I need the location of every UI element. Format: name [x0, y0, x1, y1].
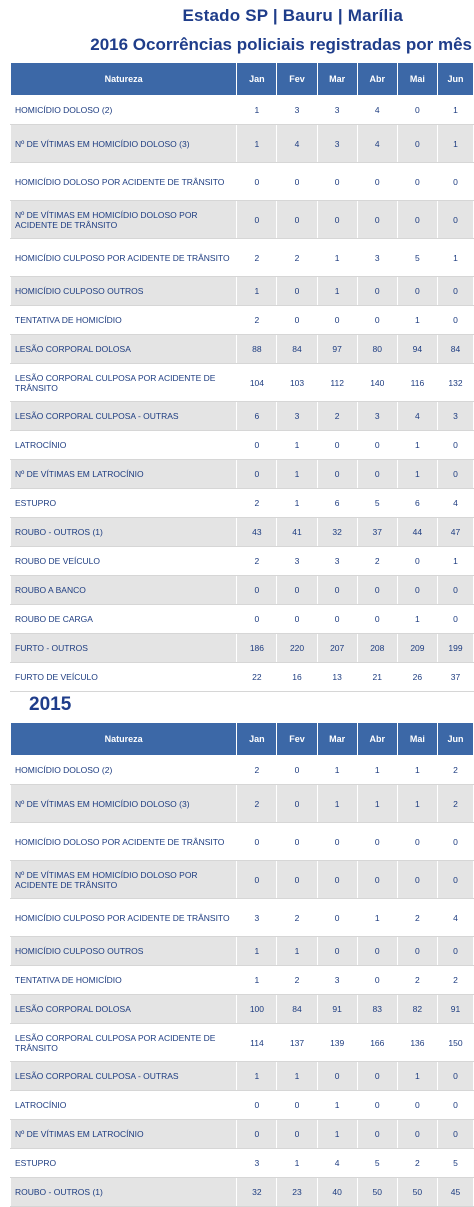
cell-value: 1: [397, 460, 437, 489]
cell-value: 32: [317, 518, 357, 547]
row-label: Nº DE VÍTIMAS EM HOMICÍDIO DOLOSO (3): [11, 785, 237, 823]
cell-value: 0: [237, 576, 277, 605]
cell-value: 3: [317, 547, 357, 576]
table-row: [11, 1120, 474, 1149]
cell-value: 0: [397, 576, 437, 605]
cell-value: 0: [437, 605, 473, 634]
column-header-mar: Mar: [317, 723, 357, 756]
cell-value: 1: [317, 785, 357, 823]
cell-value: 43: [237, 518, 277, 547]
row-label: LESÃO CORPORAL DOLOSA: [11, 335, 237, 364]
cell-value: 0: [397, 861, 437, 899]
cell-value: 2: [437, 756, 473, 785]
cell-value: 0: [357, 861, 397, 899]
cell-value: 0: [397, 163, 437, 201]
cell-value: 1: [277, 460, 317, 489]
cell-value: 0: [277, 785, 317, 823]
cell-value: 0: [437, 1091, 473, 1120]
cell-value: 41: [277, 518, 317, 547]
cell-value: 0: [437, 460, 473, 489]
cell-value: 0: [277, 277, 317, 306]
table-row: [11, 402, 474, 431]
table-row: [11, 547, 474, 576]
column-header-mai: Mai: [397, 723, 437, 756]
cell-value: 186: [237, 634, 277, 663]
table-row: [11, 277, 474, 306]
cell-value: 1: [397, 431, 437, 460]
cell-value: 1: [437, 96, 473, 125]
cell-value: 0: [237, 1120, 277, 1149]
column-header-mai: Mai: [397, 63, 437, 96]
cell-value: 0: [277, 605, 317, 634]
row-label: HOMICÍDIO CULPOSO OUTROS: [11, 277, 237, 306]
cell-value: 2: [237, 239, 277, 277]
cell-value: 3: [277, 402, 317, 431]
cell-value: 94: [397, 335, 437, 364]
table-row: [11, 431, 474, 460]
cell-value: 0: [357, 1062, 397, 1091]
cell-value: 5: [437, 1149, 473, 1178]
column-header-natureza: Natureza: [11, 63, 237, 96]
table-row: [11, 605, 474, 634]
crime-table-2015: [10, 722, 474, 1207]
cell-value: 0: [317, 163, 357, 201]
row-label: ROUBO DE VEÍCULO: [11, 547, 237, 576]
row-label: FURTO DE VEÍCULO: [11, 663, 237, 692]
cell-value: 0: [357, 431, 397, 460]
row-label: Nº DE VÍTIMAS EM HOMICÍDIO DOLOSO POR ACIDENTE DE TRÂNSITO: [11, 201, 237, 239]
table-row: [11, 576, 474, 605]
cell-value: 47: [437, 518, 473, 547]
cell-value: 91: [317, 995, 357, 1024]
row-label: HOMICÍDIO DOLOSO POR ACIDENTE DE TRÂNSITO: [11, 163, 237, 201]
cell-value: 0: [397, 125, 437, 163]
table-header-row: [11, 63, 474, 96]
cell-value: 0: [317, 605, 357, 634]
cell-value: 1: [437, 547, 473, 576]
cell-value: 3: [357, 402, 397, 431]
cell-value: 84: [277, 995, 317, 1024]
row-label: ROUBO A BANCO: [11, 576, 237, 605]
row-label: HOMICÍDIO DOLOSO POR ACIDENTE DE TRÂNSITO: [11, 823, 237, 861]
cell-value: 83: [357, 995, 397, 1024]
cell-value: 0: [317, 861, 357, 899]
cell-value: 0: [437, 576, 473, 605]
cell-value: 2: [277, 239, 317, 277]
cell-value: 2: [237, 756, 277, 785]
column-header-fev: Fev: [277, 63, 317, 96]
row-label: LESÃO CORPORAL CULPOSA POR ACIDENTE DE TRÂNSITO: [11, 1024, 237, 1062]
cell-value: 2: [237, 489, 277, 518]
cell-value: 1: [317, 1120, 357, 1149]
cell-value: 0: [317, 576, 357, 605]
cell-value: 0: [237, 1091, 277, 1120]
cell-value: 0: [357, 576, 397, 605]
cell-value: 0: [317, 431, 357, 460]
row-label: LESÃO CORPORAL CULPOSA - OUTRAS: [11, 1062, 237, 1091]
cell-value: 199: [437, 634, 473, 663]
cell-value: 0: [357, 460, 397, 489]
cell-value: 1: [237, 966, 277, 995]
cell-value: 0: [397, 1091, 437, 1120]
row-label: FURTO - OUTROS: [11, 634, 237, 663]
cell-value: 2: [277, 899, 317, 937]
cell-value: 1: [317, 277, 357, 306]
cell-value: 1: [357, 785, 397, 823]
cell-value: 0: [317, 201, 357, 239]
table-row: [11, 785, 474, 823]
row-label: ROUBO - OUTROS (1): [11, 518, 237, 547]
cell-value: 32: [237, 1178, 277, 1207]
cell-value: 112: [317, 364, 357, 402]
cell-value: 0: [397, 547, 437, 576]
cell-value: 116: [397, 364, 437, 402]
cell-value: 2: [277, 966, 317, 995]
cell-value: 3: [237, 899, 277, 937]
cell-value: 0: [357, 306, 397, 335]
table-row: [11, 823, 474, 861]
cell-value: 208: [357, 634, 397, 663]
cell-value: 3: [437, 402, 473, 431]
cell-value: 1: [397, 785, 437, 823]
cell-value: 16: [277, 663, 317, 692]
row-label: HOMICÍDIO DOLOSO (2): [11, 96, 237, 125]
cell-value: 207: [317, 634, 357, 663]
cell-value: 1: [317, 756, 357, 785]
cell-value: 3: [317, 96, 357, 125]
cell-value: 1: [277, 1062, 317, 1091]
cell-value: 0: [357, 163, 397, 201]
cell-value: 80: [357, 335, 397, 364]
cell-value: 1: [397, 1062, 437, 1091]
cell-value: 0: [437, 1120, 473, 1149]
cell-value: 4: [277, 125, 317, 163]
cell-value: 1: [397, 605, 437, 634]
cell-value: 0: [397, 201, 437, 239]
cell-value: 0: [437, 1062, 473, 1091]
cell-value: 104: [237, 364, 277, 402]
cell-value: 84: [277, 335, 317, 364]
cell-value: 0: [437, 163, 473, 201]
cell-value: 2: [237, 306, 277, 335]
cell-value: 209: [397, 634, 437, 663]
cell-value: 0: [277, 1120, 317, 1149]
table-row: [11, 966, 474, 995]
cell-value: 0: [317, 937, 357, 966]
cell-value: 137: [277, 1024, 317, 1062]
table-row: [11, 125, 474, 163]
cell-value: 100: [237, 995, 277, 1024]
cell-value: 0: [357, 937, 397, 966]
cell-value: 50: [357, 1178, 397, 1207]
cell-value: 0: [277, 823, 317, 861]
cell-value: 150: [437, 1024, 473, 1062]
cell-value: 1: [237, 937, 277, 966]
cell-value: 45: [437, 1178, 473, 1207]
cell-value: 2: [357, 547, 397, 576]
cell-value: 0: [237, 163, 277, 201]
cell-value: 1: [397, 306, 437, 335]
table-row: [11, 663, 474, 692]
cell-value: 2: [237, 547, 277, 576]
cell-value: 2: [397, 966, 437, 995]
cell-value: 0: [437, 306, 473, 335]
cell-value: 0: [237, 201, 277, 239]
cell-value: 37: [437, 663, 473, 692]
cell-value: 1: [237, 125, 277, 163]
cell-value: 0: [317, 823, 357, 861]
cell-value: 22: [237, 663, 277, 692]
row-label: ROUBO DE CARGA: [11, 605, 237, 634]
cell-value: 132: [437, 364, 473, 402]
cell-value: 0: [277, 861, 317, 899]
table-row: [11, 1024, 474, 1062]
cell-value: 3: [237, 1149, 277, 1178]
table-row: [11, 364, 474, 402]
row-label: TENTATIVA DE HOMICÍDIO: [11, 306, 237, 335]
table-header-row: [11, 723, 474, 756]
cell-value: 50: [397, 1178, 437, 1207]
cell-value: 4: [357, 96, 397, 125]
table-row: [11, 899, 474, 937]
cell-value: 84: [437, 335, 473, 364]
cell-value: 220: [277, 634, 317, 663]
row-label: HOMICÍDIO CULPOSO POR ACIDENTE DE TRÂNSITO: [11, 899, 237, 937]
cell-value: 3: [317, 125, 357, 163]
cell-value: 1: [277, 489, 317, 518]
cell-value: 13: [317, 663, 357, 692]
cell-value: 0: [357, 966, 397, 995]
column-header-jan: Jan: [237, 723, 277, 756]
row-label: Nº DE VÍTIMAS EM HOMICÍDIO DOLOSO POR ACIDENTE DE TRÂNSITO: [11, 861, 237, 899]
cell-value: 0: [437, 277, 473, 306]
table-row: [11, 489, 474, 518]
cell-value: 26: [397, 663, 437, 692]
cell-value: 3: [317, 966, 357, 995]
table-row: [11, 518, 474, 547]
cell-value: 5: [357, 489, 397, 518]
row-label: LATROCÍNIO: [11, 1091, 237, 1120]
cell-value: 4: [397, 402, 437, 431]
row-label: ESTUPRO: [11, 489, 237, 518]
cell-value: 0: [357, 823, 397, 861]
table-row: [11, 995, 474, 1024]
cell-value: 0: [437, 937, 473, 966]
cell-value: 3: [277, 96, 317, 125]
column-header-natureza: Natureza: [11, 723, 237, 756]
cell-value: 1: [437, 239, 473, 277]
cell-value: 1: [277, 431, 317, 460]
table-row: [11, 756, 474, 785]
cell-value: 140: [357, 364, 397, 402]
cell-value: 2: [317, 402, 357, 431]
table-row: [11, 239, 474, 277]
cell-value: 0: [237, 823, 277, 861]
column-header-abr: Abr: [357, 63, 397, 96]
row-label: LESÃO CORPORAL CULPOSA - OUTRAS: [11, 402, 237, 431]
cell-value: 2: [437, 966, 473, 995]
row-label: HOMICÍDIO DOLOSO (2): [11, 756, 237, 785]
column-header-jun: Jun: [437, 63, 473, 96]
cell-value: 166: [357, 1024, 397, 1062]
cell-value: 0: [277, 163, 317, 201]
cell-value: 103: [277, 364, 317, 402]
cell-value: 3: [357, 239, 397, 277]
cell-value: 97: [317, 335, 357, 364]
cell-value: 1: [317, 1091, 357, 1120]
cell-value: 0: [317, 460, 357, 489]
cell-value: 0: [357, 201, 397, 239]
cell-value: 40: [317, 1178, 357, 1207]
column-header-mar: Mar: [317, 63, 357, 96]
cell-value: 0: [277, 576, 317, 605]
table-row: [11, 163, 474, 201]
cell-value: 136: [397, 1024, 437, 1062]
cell-value: 114: [237, 1024, 277, 1062]
cell-value: 1: [317, 239, 357, 277]
cell-value: 3: [277, 547, 317, 576]
cell-value: 2: [437, 785, 473, 823]
cell-value: 0: [397, 96, 437, 125]
table-row: [11, 937, 474, 966]
cell-value: 1: [357, 899, 397, 937]
cell-value: 88: [237, 335, 277, 364]
cell-value: 0: [277, 201, 317, 239]
cell-value: 0: [277, 1091, 317, 1120]
row-label: Nº DE VÍTIMAS EM LATROCÍNIO: [11, 460, 237, 489]
table-row: [11, 96, 474, 125]
cell-value: 23: [277, 1178, 317, 1207]
table-row: [11, 1149, 474, 1178]
cell-value: 0: [237, 460, 277, 489]
cell-value: 1: [277, 1149, 317, 1178]
cell-value: 91: [437, 995, 473, 1024]
cell-value: 21: [357, 663, 397, 692]
cell-value: 1: [237, 96, 277, 125]
cell-value: 0: [277, 306, 317, 335]
cell-value: 0: [317, 1062, 357, 1091]
column-header-fev: Fev: [277, 723, 317, 756]
row-label: Nº DE VÍTIMAS EM HOMICÍDIO DOLOSO (3): [11, 125, 237, 163]
cell-value: 4: [317, 1149, 357, 1178]
cell-value: 0: [317, 899, 357, 937]
table-row: [11, 335, 474, 364]
crime-table-2016: [10, 62, 474, 692]
cell-value: 0: [397, 937, 437, 966]
cell-value: 6: [397, 489, 437, 518]
cell-value: 0: [437, 823, 473, 861]
cell-value: 0: [357, 277, 397, 306]
cell-value: 0: [237, 431, 277, 460]
page-title: 2016 Ocorrências policiais registradas por mês: [90, 35, 472, 54]
row-label: HOMICÍDIO CULPOSO POR ACIDENTE DE TRÂNSITO: [11, 239, 237, 277]
cell-value: 0: [237, 605, 277, 634]
table-row: [11, 306, 474, 335]
cell-value: 1: [277, 937, 317, 966]
row-label: HOMICÍDIO CULPOSO OUTROS: [11, 937, 237, 966]
cell-value: 1: [237, 1062, 277, 1091]
cell-value: 4: [357, 125, 397, 163]
row-label: LATROCÍNIO: [11, 431, 237, 460]
cell-value: 0: [237, 861, 277, 899]
table-row: [11, 1178, 474, 1207]
cell-value: 0: [437, 861, 473, 899]
cell-value: 2: [237, 785, 277, 823]
cell-value: 1: [437, 125, 473, 163]
row-label: Nº DE VÍTIMAS EM LATROCÍNIO: [11, 1120, 237, 1149]
section-year-heading: 2015: [29, 694, 72, 715]
cell-value: 0: [317, 306, 357, 335]
row-label: TENTATIVA DE HOMICÍDIO: [11, 966, 237, 995]
cell-value: 0: [277, 756, 317, 785]
table-row: [11, 1062, 474, 1091]
table-row: [11, 460, 474, 489]
page-title-region: Estado SP | Bauru | Marília: [182, 6, 403, 25]
column-header-abr: Abr: [357, 723, 397, 756]
cell-value: 2: [397, 1149, 437, 1178]
cell-value: 37: [357, 518, 397, 547]
row-label: ESTUPRO: [11, 1149, 237, 1178]
cell-value: 82: [397, 995, 437, 1024]
table-row: [11, 1091, 474, 1120]
cell-value: 0: [357, 1091, 397, 1120]
cell-value: 4: [437, 899, 473, 937]
cell-value: 139: [317, 1024, 357, 1062]
table-row: [11, 861, 474, 899]
cell-value: 0: [397, 1120, 437, 1149]
cell-value: 2: [397, 899, 437, 937]
cell-value: 5: [357, 1149, 397, 1178]
cell-value: 0: [397, 277, 437, 306]
column-header-jan: Jan: [237, 63, 277, 96]
cell-value: 0: [357, 605, 397, 634]
cell-value: 6: [237, 402, 277, 431]
cell-value: 1: [237, 277, 277, 306]
cell-value: 44: [397, 518, 437, 547]
cell-value: 6: [317, 489, 357, 518]
cell-value: 5: [397, 239, 437, 277]
row-label: LESÃO CORPORAL DOLOSA: [11, 995, 237, 1024]
row-label: LESÃO CORPORAL CULPOSA POR ACIDENTE DE TRÂNSITO: [11, 364, 237, 402]
cell-value: 0: [437, 431, 473, 460]
cell-value: 0: [397, 823, 437, 861]
cell-value: 0: [437, 201, 473, 239]
cell-value: 4: [437, 489, 473, 518]
cell-value: 0: [357, 1120, 397, 1149]
cell-value: 1: [397, 756, 437, 785]
table-row: [11, 634, 474, 663]
column-header-jun: Jun: [437, 723, 473, 756]
cell-value: 1: [357, 756, 397, 785]
table-row: [11, 201, 474, 239]
row-label: ROUBO - OUTROS (1): [11, 1178, 237, 1207]
